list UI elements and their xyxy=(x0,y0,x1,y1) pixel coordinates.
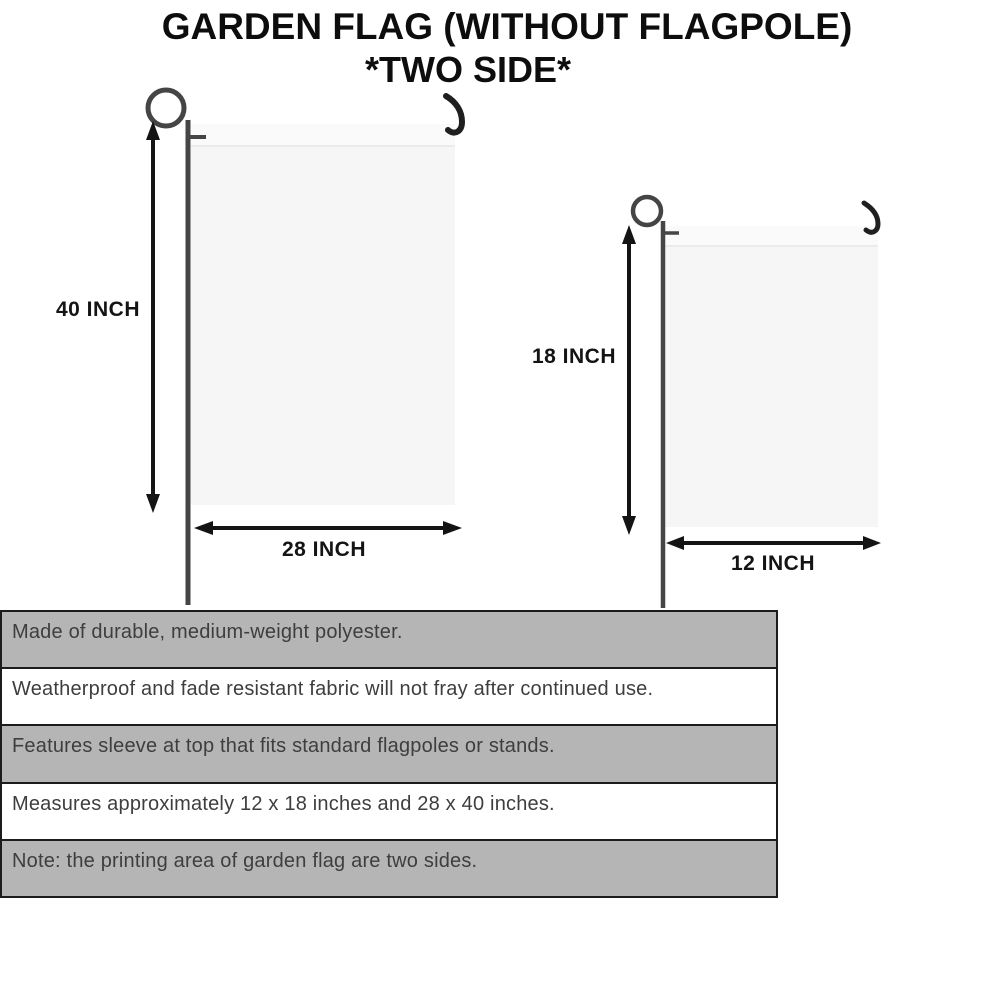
small-flag-width-label: 12 INCH xyxy=(730,552,816,575)
large-flag xyxy=(191,124,455,505)
spec-row-text: Weatherproof and fade resistant fabric will not fray after continued use. xyxy=(12,678,654,701)
spec-row-text: Note: the printing area of garden flag are two sides. xyxy=(12,849,478,872)
large-flag-width-arrow xyxy=(194,521,462,535)
page-title: GARDEN FLAG (WITHOUT FLAGPOLE) xyxy=(161,6,853,47)
large-flagpole-loop-icon xyxy=(148,90,184,126)
spec-row-text: Made of durable, medium-weight polyester. xyxy=(12,621,403,643)
small-flagpole-loop-icon xyxy=(633,197,661,225)
spec-table xyxy=(0,610,778,898)
large-flag-sleeve xyxy=(191,124,455,146)
spec-row-sleeve xyxy=(2,726,776,783)
small-flag xyxy=(665,226,878,527)
small-flag-height-arrow xyxy=(622,225,636,535)
small-flag-height-label: 18 INCH xyxy=(531,345,616,368)
large-flag-width-label: 28 INCH xyxy=(281,538,367,561)
page-subtitle: *TWO SIDE* xyxy=(364,49,571,90)
spec-row-note xyxy=(2,841,776,896)
spec-row-text: Measures approximately 12 x 18 inches and 28 x 40 inches. xyxy=(12,792,555,815)
spec-row-measures xyxy=(2,784,776,841)
spec-row-weatherproof xyxy=(2,669,776,726)
spec-row-text: Features sleeve at top that fits standard flagpoles or stands. xyxy=(12,735,555,758)
small-flag-width-arrow xyxy=(666,536,881,550)
large-flag-height-arrow xyxy=(146,121,160,513)
small-flag-group xyxy=(532,197,881,608)
large-flag-height-label: 40 INCH xyxy=(55,298,140,321)
spec-row-material xyxy=(2,612,776,669)
small-flag-sleeve xyxy=(665,226,878,246)
large-flag-group xyxy=(56,90,462,605)
